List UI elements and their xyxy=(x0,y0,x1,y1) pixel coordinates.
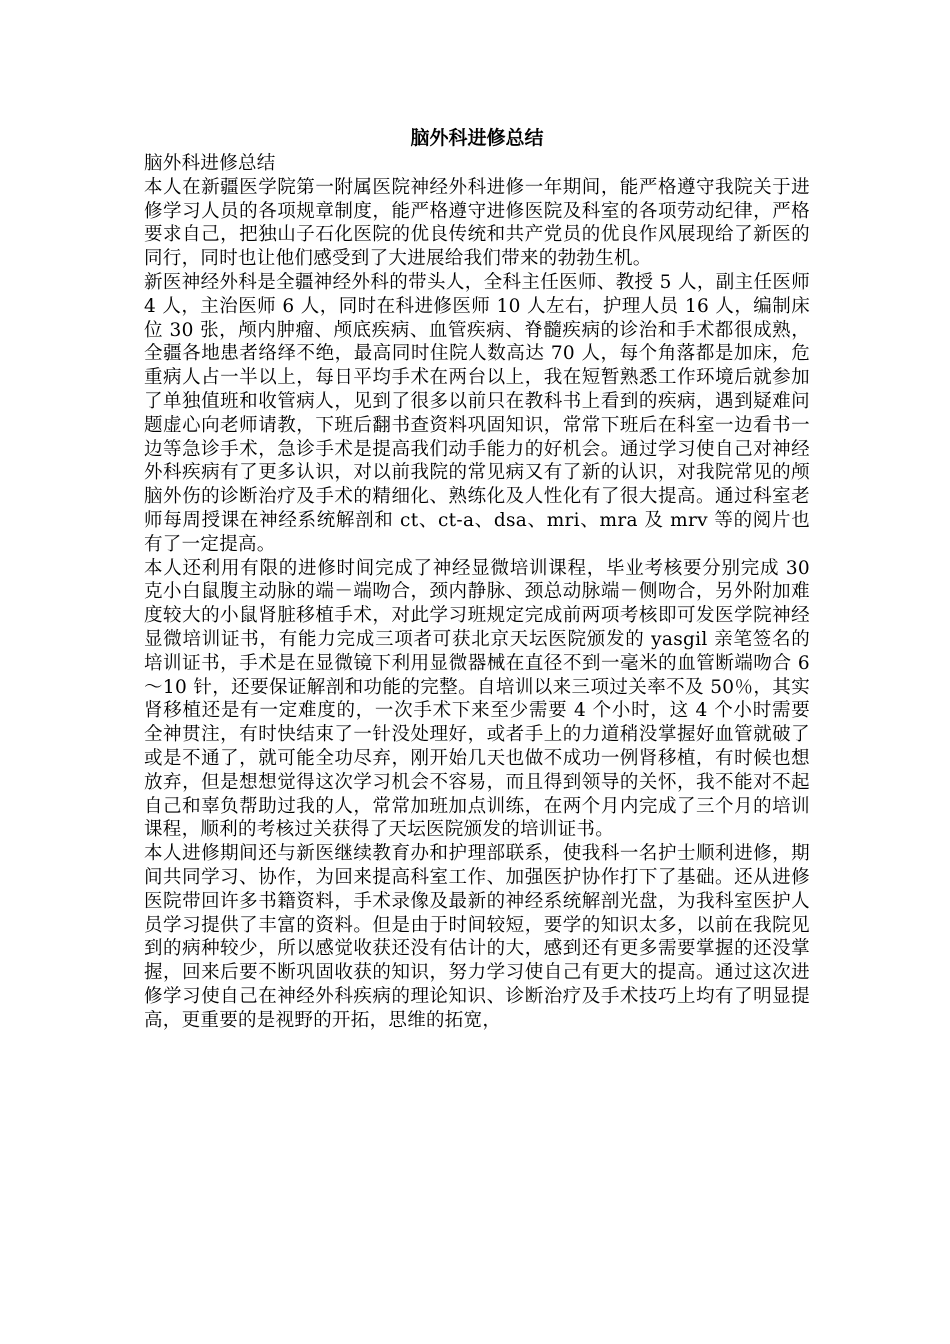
paragraph-3: 本人还利用有限的进修时间完成了神经显微培训课程，毕业考核要分别完成 30 克小白鼠腹主动脉的端－端吻合，颈内静脉、颈总动脉端－侧吻合，另外附加难度较大的小鼠肾脏移植手术，对此学习班规定完成前两项考核即可发医学院神经显微培训证书，有能力完成三项者可获北京天坛医院颁发的 yasgil 亲笔签名的培训证书，手术是在显微镜下利用显微器械在直径不到一毫米的血管断端吻合 6～10 针，还要保证解剖和功能的完整。自培训以来三项过关率不及 50％，其实肾移植还是有一定难度的，一次手术下来至少需要 4 个小时，这 4 个小时需要全神贯注，有时快结束了一针没处理好，或者手上的力道稍没掌握好血管就破了或是不通了，就可能全功尽弃，刚开始几天也做不成功一例肾移植，有时候也想放弃，但是想想觉得这次学习机会不容易，而且得到领导的关怀，我不能对不起自己和辜负帮助过我的人，常常加班加点训练，在两个月内完成了三个月的培训课程，顺利的考核过关获得了天坛医院颁发的培训证书。 xyxy=(144,557,810,841)
subtitle-line: 脑外科进修总结 xyxy=(144,153,276,174)
paragraph-1: 本人在新疆医学院第一附属医院神经外科进修一年期间，能严格遵守我院关于进修学习人员的各项规章制度，能严格遵守进修医院及科室的各项劳动纪律，严格要求自己，把独山子石化医院的优良传统和共产党员的优良作风展现给了新医的同行，同时也让他们感受到了大进展给我们带来的勃勃生机。 xyxy=(144,176,810,270)
document-body xyxy=(144,124,810,1032)
paragraph-4: 本人进修期间还与新医继续教育办和护理部联系，使我科一名护士顺利进修，期间共同学习、协作，为回来提高科室工作、加强医护协作打下了基础。还从进修医院带回许多书籍资料，手术录像及最新的神经系统解剖光盘，为我科室医护人员学习提供了丰富的资料。但是由于时间较短，要学的知识太多，以前在我院见到的病种较少，所以感觉收获还没有估计的大，感到还有更多需要掌握的还没掌握，回来后要不断巩固收获的知识，努力学习使自己有更大的提高。通过这次进修学习使自己在神经外科疾病的理论知识、诊断治疗及手术技巧上均有了明显提高，更重要的是视野的开拓，思维的拓宽， xyxy=(144,843,810,1031)
document-title: 脑外科进修总结 xyxy=(410,127,544,149)
paragraph-2: 新医神经外科是全疆神经外科的带头人，全科主任医师、教授 5 人，副主任医师 4 人，主治医师 6 人，同时在科进修医师 10 人左右，护理人员 16 人，编制床位 30 张，颅内肿瘤、颅底疾病、血管疾病、脊髓疾病的诊治和手术都很成熟，全疆各地患者络绎不绝，最高同时住院人数高达 70 人，每个角落都是加床，危重病人占一半以上，每日平均手术在两台以上，我在短暂熟悉工作环境后就参加了单独值班和收管病人，见到了很多以前只在教科书上看到的疾病，遇到疑难问题虚心向老师请教，下班后翻书查资料巩固知识，常常下班后在科室一边看书一边等急诊手术，急诊手术是提高我们动手能力的好机会。通过学习使自己对神经外科疾病有了更多认识，对以前我院的常见病又有了新的认识，对我院常见的颅脑外伤的诊断治疗及手术的精细化、熟练化及人性化有了很大提高。通过科室老师每周授课在神经系统解剖和 ct、ct-a、dsa、mri、mra 及 mrv 等的阅片也有了一定提高。 xyxy=(144,271,810,555)
